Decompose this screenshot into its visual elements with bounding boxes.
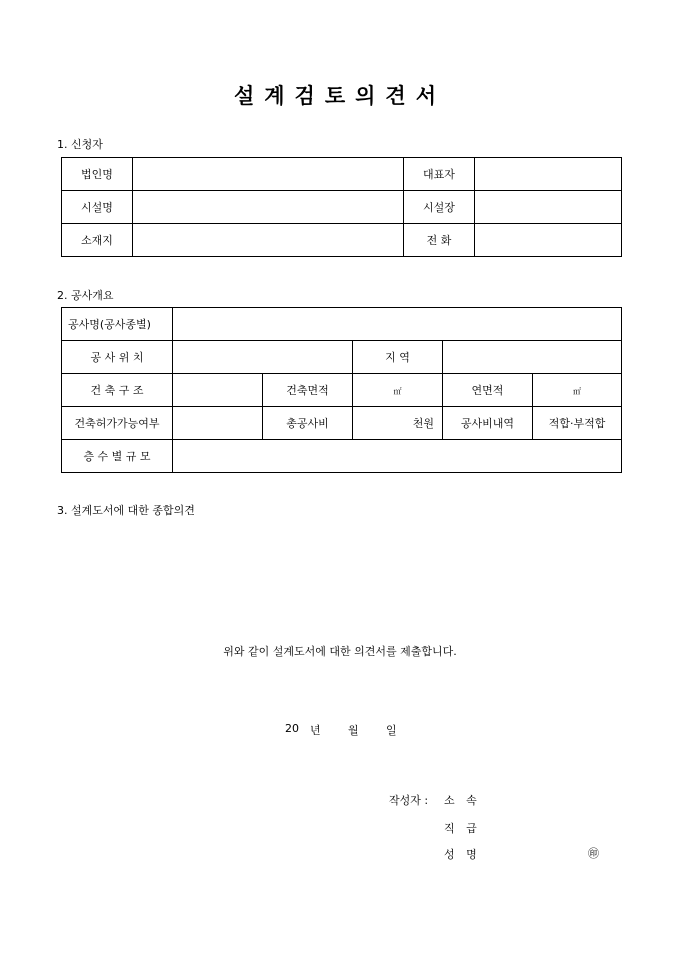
region-label: 지 역 xyxy=(353,341,443,374)
position-label: 직 급 xyxy=(444,822,477,835)
building-area-label: 건축면적 xyxy=(263,374,353,407)
corp-name-field[interactable] xyxy=(133,158,404,191)
area-unit: ㎡ xyxy=(393,386,402,396)
scale-field[interactable] xyxy=(173,440,622,473)
name-label: 성 명 xyxy=(444,848,477,861)
address-label: 소재지 xyxy=(62,224,133,257)
submission-statement: 위와 같이 설계도서에 대한 의견서를 제출합니다. xyxy=(223,645,457,658)
facility-name-label: 시설명 xyxy=(62,191,133,224)
date-month: 월 xyxy=(348,724,359,737)
permit-label: 건축허가가능여부 xyxy=(62,407,173,440)
facility-name-field[interactable] xyxy=(133,191,404,224)
suitability-field[interactable]: 적합·부적합 xyxy=(533,407,622,440)
cost-detail-label: 공사비내역 xyxy=(443,407,533,440)
phone-field[interactable] xyxy=(475,224,622,257)
project-name-label: 공사명(공사종별) xyxy=(62,308,173,341)
region-field[interactable] xyxy=(443,341,622,374)
table-row xyxy=(62,191,622,224)
table-row xyxy=(62,440,622,473)
date-year-prefix: 20 xyxy=(285,722,299,735)
facility-head-field[interactable] xyxy=(475,191,622,224)
table-row xyxy=(62,308,622,341)
total-cost-field[interactable] xyxy=(353,407,443,440)
date-year: 년 xyxy=(310,724,321,737)
structure-label: 건 축 구 조 xyxy=(62,374,173,407)
construction-overview-table xyxy=(61,307,622,473)
table-row xyxy=(62,407,622,440)
facility-head-label: 시설장 xyxy=(404,191,475,224)
project-name-field[interactable] xyxy=(173,308,622,341)
corp-name-label: 법인명 xyxy=(62,158,133,191)
page-title: 설계검토의견서 xyxy=(233,83,446,108)
structure-field[interactable] xyxy=(173,374,263,407)
cost-unit: 천원 xyxy=(412,417,434,430)
address-field[interactable] xyxy=(133,224,404,257)
seal-icon: ㊞ xyxy=(588,847,599,860)
floor-area-field[interactable] xyxy=(533,374,622,407)
representative-label: 대표자 xyxy=(404,158,475,191)
representative-field[interactable] xyxy=(475,158,622,191)
section-2-heading: 2. 공사개요 xyxy=(57,289,114,302)
location-field[interactable] xyxy=(173,341,353,374)
table-row xyxy=(62,224,622,257)
permit-field[interactable] xyxy=(173,407,263,440)
table-row xyxy=(62,341,622,374)
building-area-field[interactable] xyxy=(353,374,443,407)
table-row xyxy=(62,158,622,191)
floor-area-label: 연면적 xyxy=(443,374,533,407)
section-1-heading: 1. 신청자 xyxy=(57,138,103,151)
scale-label: 층 수 별 규 모 xyxy=(62,440,173,473)
location-label: 공 사 위 치 xyxy=(62,341,173,374)
affiliation-label: 소 속 xyxy=(444,794,477,807)
table-row xyxy=(62,374,622,407)
date-day: 일 xyxy=(386,724,397,737)
total-cost-label: 총공사비 xyxy=(263,407,353,440)
author-label: 작성자 : xyxy=(389,794,429,807)
section-3-heading: 3. 설계도서에 대한 종합의견 xyxy=(57,504,195,517)
phone-label: 전 화 xyxy=(404,224,475,257)
applicant-table xyxy=(61,157,622,257)
area-unit: ㎡ xyxy=(573,386,582,396)
